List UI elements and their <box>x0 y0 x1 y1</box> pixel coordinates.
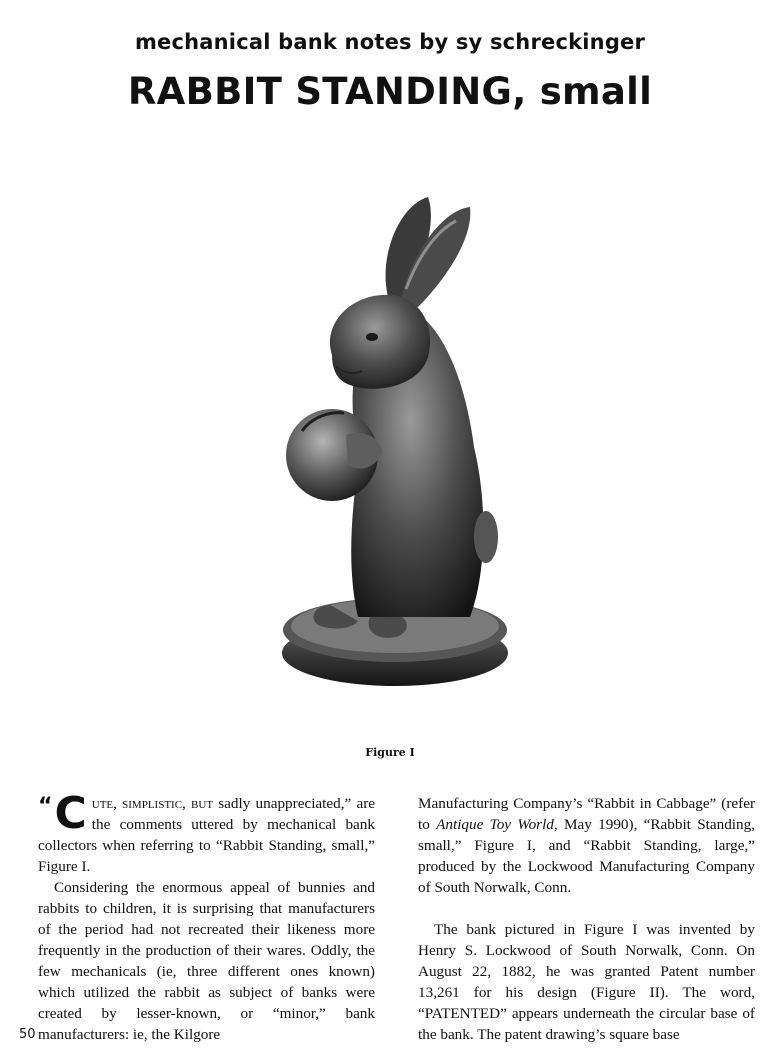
article-column-right <box>418 793 755 1045</box>
rabbit-head-shape <box>330 295 430 389</box>
rabbit-bank-photo <box>260 185 520 705</box>
column-kicker: mechanical bank notes by sy schreckinger <box>134 30 646 54</box>
figure-caption: Figure I <box>365 746 415 759</box>
page-number: 50 <box>19 1027 36 1042</box>
paragraph-3 <box>418 793 755 898</box>
paragraph-3-before: Manufacturing Company’s “Rabbit in Cabbage” (refer to <box>418 795 755 833</box>
paragraph-3-after: May 1990), “Rabbit Standing, small,” Figure I, and “Rabbit Standing, large,” produced by the Lockwood Manufacturing Company of South Norwalk, Conn. <box>418 816 755 896</box>
lead-rest: sadly unappreciated,” are the comments uttered by mechanical bank collectors when referring to “Rabbit Standing, small,” Figure I. <box>38 795 375 875</box>
article-column-left <box>38 788 375 1045</box>
lead-paragraph <box>38 788 375 877</box>
drop-cap-letter: C <box>54 788 87 839</box>
drop-cap <box>38 788 87 839</box>
paragraph-4: The bank pictured in Figure I was invented by Henry S. Lockwood of South Norwalk, Conn. On August 22, 1882, he was granted Patent number 13,261 for his design (Figure II). The word, “PATENTED” appears underneath the circular base of the bank. The patent drawing’s square base <box>418 921 755 1043</box>
magazine-title: Antique Toy World, <box>436 816 558 833</box>
article-title: RABBIT STANDING, small <box>127 70 653 113</box>
lead-smallcaps: ute, simplistic, but <box>91 795 214 812</box>
drop-quote-mark: “ <box>38 794 53 819</box>
paragraph-2: Considering the enormous appeal of bunnies and rabbits to children, it is surprising that manufacturers of the period had not recreated their likeness more frequently in the production of their wares. Oddly, the few mechanicals (ie, three different ones known) which utilized the rabbit as subject of banks were created by lesser-known, or “minor,” bank manufacturers: ie, the Kilgore <box>38 879 375 1043</box>
